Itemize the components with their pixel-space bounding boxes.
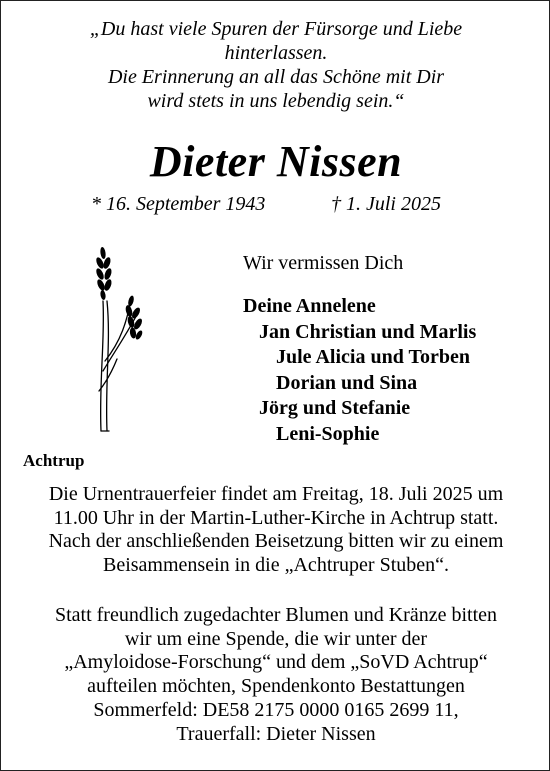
donation-line: Sommerfeld: DE58 2175 0000 0165 2699 11,: [93, 698, 459, 721]
ceremony-line: Beisammensein in die „Achtruper Stuben“.: [102, 554, 449, 577]
birth-date: * 16. September 1943: [91, 193, 266, 215]
mourner-name: Jan Christian und Marlis: [259, 320, 477, 343]
donation-line: Statt freundlich zugedachter Blumen und Kränze bitten: [54, 604, 498, 626]
mourners-intro: Wir vermissen Dich: [243, 252, 404, 274]
memorial-quote: [1, 17, 550, 113]
mourner-name: Leni-Sophie: [276, 422, 380, 445]
donation-line: wir um eine Spende, die wir unter der: [124, 627, 428, 650]
donation-line: „Amyloidose-Forschung“ und dem „SoVD Achtrup“: [64, 651, 488, 674]
donation-line: aufteilen möchten, Spendenkonto Bestattungen: [87, 675, 465, 698]
ceremony-info: [1, 483, 550, 578]
quote-line: „Du hast viele Spuren der Fürsorge und Liebe: [89, 18, 463, 40]
place-name: Achtrup: [23, 451, 85, 470]
donation-info: [1, 604, 550, 746]
ceremony-line: Nach der anschließenden Beisetzung bitten wir zu einem: [48, 530, 504, 553]
donation-line: Trauerfall: Dieter Nissen: [176, 722, 376, 745]
ceremony-line: 11.00 Uhr in der Martin-Luther-Kirche in Achtrup statt.: [53, 506, 499, 529]
mourner-name: Dorian und Sina: [276, 371, 418, 394]
quote-line: hinterlassen.: [224, 42, 328, 64]
mourner-name: Jörg und Stefanie: [259, 397, 411, 419]
quote-line: Die Erinnerung an all das Schöne mit Dir: [107, 66, 445, 88]
mourner-name: Jule Alicia und Torben: [276, 346, 470, 368]
quote-line: wird stets in uns lebendig sein.“: [147, 90, 405, 112]
wheat-ears-icon: [81, 241, 161, 436]
ceremony-line: Die Urnentrauerfeier findet am Freitag, 18. Juli 2025 um: [48, 483, 504, 505]
deceased-name: Dieter Nissen: [149, 137, 403, 186]
death-date: † 1. Juli 2025: [331, 193, 441, 215]
mourner-name: Deine Annelene: [243, 295, 376, 317]
